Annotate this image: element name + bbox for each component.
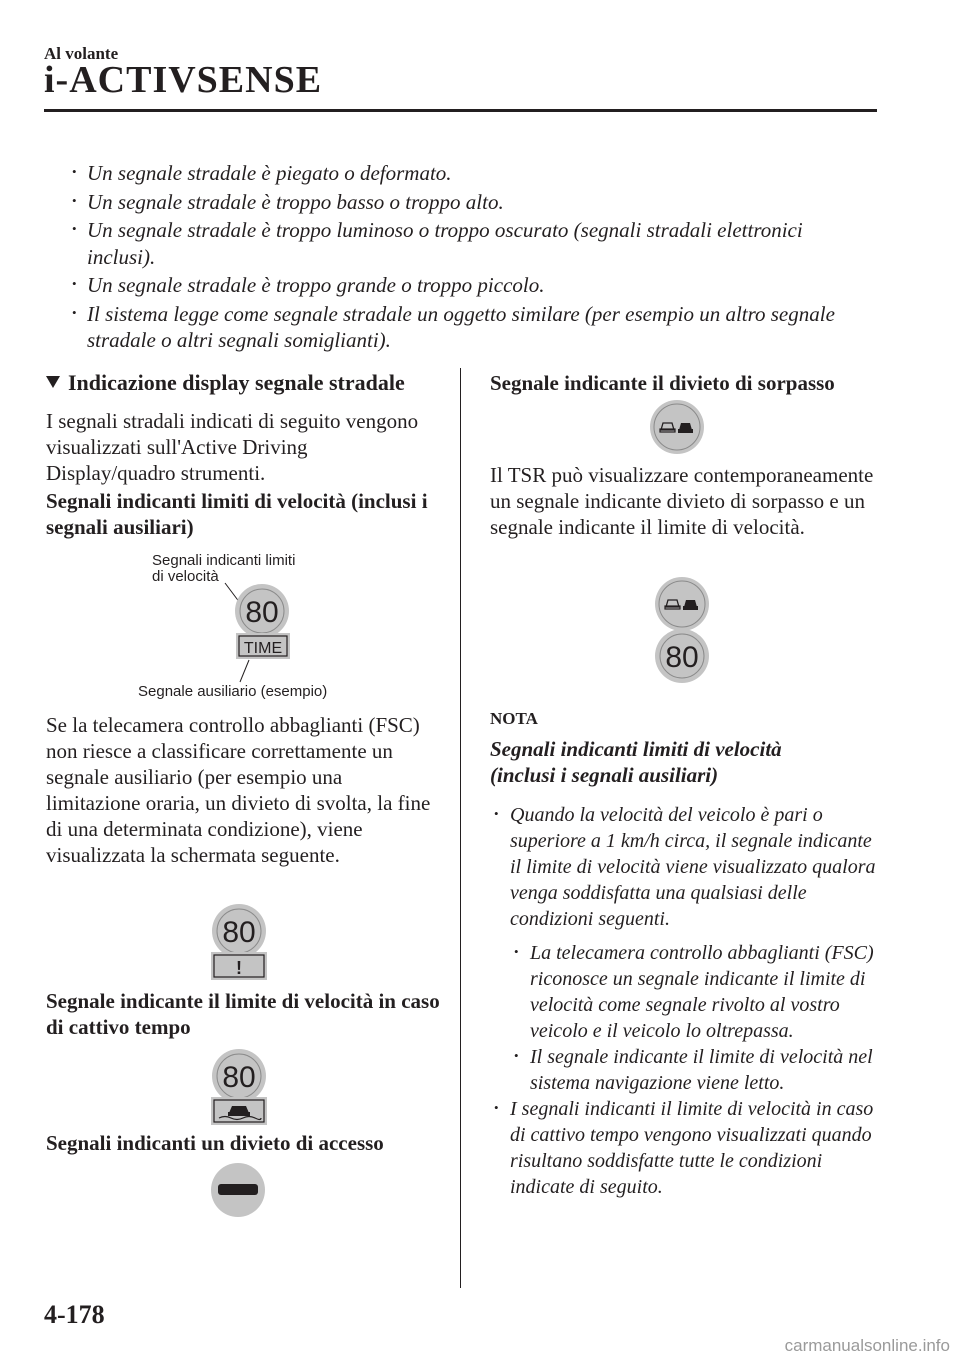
intro-bullet-list (70, 160, 870, 356)
no-entry-figure (208, 1160, 268, 1220)
svg-text:80: 80 (665, 641, 699, 674)
paragraph: Il TSR può visualizzare contemporaneamente un segnale indicante divieto di sorpasso e un segnale indicante il limite di velocità. (490, 463, 874, 539)
list-item: • Un segnale stradale è troppo grande o troppo piccolo. (70, 272, 870, 299)
no-overtaking-icon (655, 577, 709, 631)
speed-limit-figure (130, 545, 360, 705)
subheading: Segnale indicante il divieto di sorpasso (490, 371, 835, 395)
right-column-p1 (490, 462, 880, 540)
combined-signs-figure (652, 574, 712, 686)
list-item: • Il sistema legge come segnale stradale un oggetto similare (per esempio un altro segnale stradale o altri segnali somiglianti). (70, 301, 870, 354)
exclamation-icon: ! (236, 958, 242, 978)
note-title: Segnali indicanti limiti di velocità (inclusi i segnali ausiliari) (490, 737, 782, 787)
left-subheading-block-2 (46, 1130, 441, 1156)
no-overtaking-figure (647, 397, 707, 457)
right-column (490, 370, 880, 396)
unclassified-aux-figure (205, 902, 275, 982)
bad-weather-figure (205, 1047, 275, 1127)
list-item: • Un segnale stradale è troppo basso o troppo alto. (70, 189, 870, 216)
svg-text:80: 80 (222, 916, 256, 949)
figure-label: Segnale ausiliario (esempio) (138, 683, 328, 700)
column-divider (460, 368, 461, 1288)
list-item: • I segnali indicanti il limite di velocità in caso di cattivo tempo vengono visualizzati quando risultano soddisfatte tutte le condizioni indicate di seguito. (490, 1096, 880, 1200)
subheading: Segnali indicanti un divieto di accesso (46, 1131, 384, 1155)
list-item: • Il segnale indicante il limite di velocità nel sistema navigazione viene letto. (510, 1044, 880, 1096)
list-item: • Quando la velocità del veicolo è pari o superiore a 1 km/h circa, il segnale indicante il limite di velocità viene visualizzato qualora venga soddisfatta una qualsiasi delle condizioni seguenti. (490, 802, 880, 932)
speed-value: 80 (245, 596, 279, 629)
section-label: Al volante (44, 44, 119, 63)
triangle-bullet-icon (46, 376, 60, 388)
svg-text:80: 80 (222, 1061, 256, 1094)
watermark: carmanualsonline.info (784, 1336, 950, 1355)
note-block (490, 706, 880, 1200)
no-overtaking-icon (650, 400, 704, 454)
left-column (46, 370, 441, 540)
figure-label: Segnali indicanti limiti (152, 552, 296, 569)
paragraph: I segnali stradali indicati di seguito vengono visualizzati sull'Active Driving Display/quadro strumenti. (46, 409, 419, 485)
left-column-cont (46, 712, 441, 868)
page-number: 4-178 (44, 1300, 105, 1329)
note-label: NOTA (490, 709, 538, 728)
figure-label: di velocità (152, 568, 219, 585)
list-item: • Un segnale stradale è troppo luminoso o troppo oscurato (segnali stradali elettronici inclusi). (70, 217, 870, 270)
subheading: Segnali indicanti limiti di velocità (inclusi i segnali ausiliari) (46, 489, 428, 539)
left-subheading-block (46, 988, 441, 1040)
section-heading: Indicazione display segnale stradale (46, 370, 441, 396)
header-rule (44, 109, 877, 112)
aux-sign-text: TIME (243, 640, 283, 657)
list-item: • Un segnale stradale è piegato o deformato. (70, 160, 870, 187)
list-item: • La telecamera controllo abbaglianti (FSC) riconosce un segnale indicante il limite di velocità come segnale rivolto al vostro veicolo e il veicolo lo oltrepassa. (510, 940, 880, 1044)
page-title: i-ACTIVSENSE (44, 59, 323, 101)
subheading: Segnale indicante il limite di velocità in caso di cattivo tempo (46, 989, 440, 1039)
paragraph: Se la telecamera controllo abbaglianti (FSC) non riesce a classificare correttamente un segnale ausiliario (per esempio una limitazione oraria, un divieto di svolta, la fine di una determinata condizione), viene visualizzata la schermata seguente. (46, 713, 431, 867)
